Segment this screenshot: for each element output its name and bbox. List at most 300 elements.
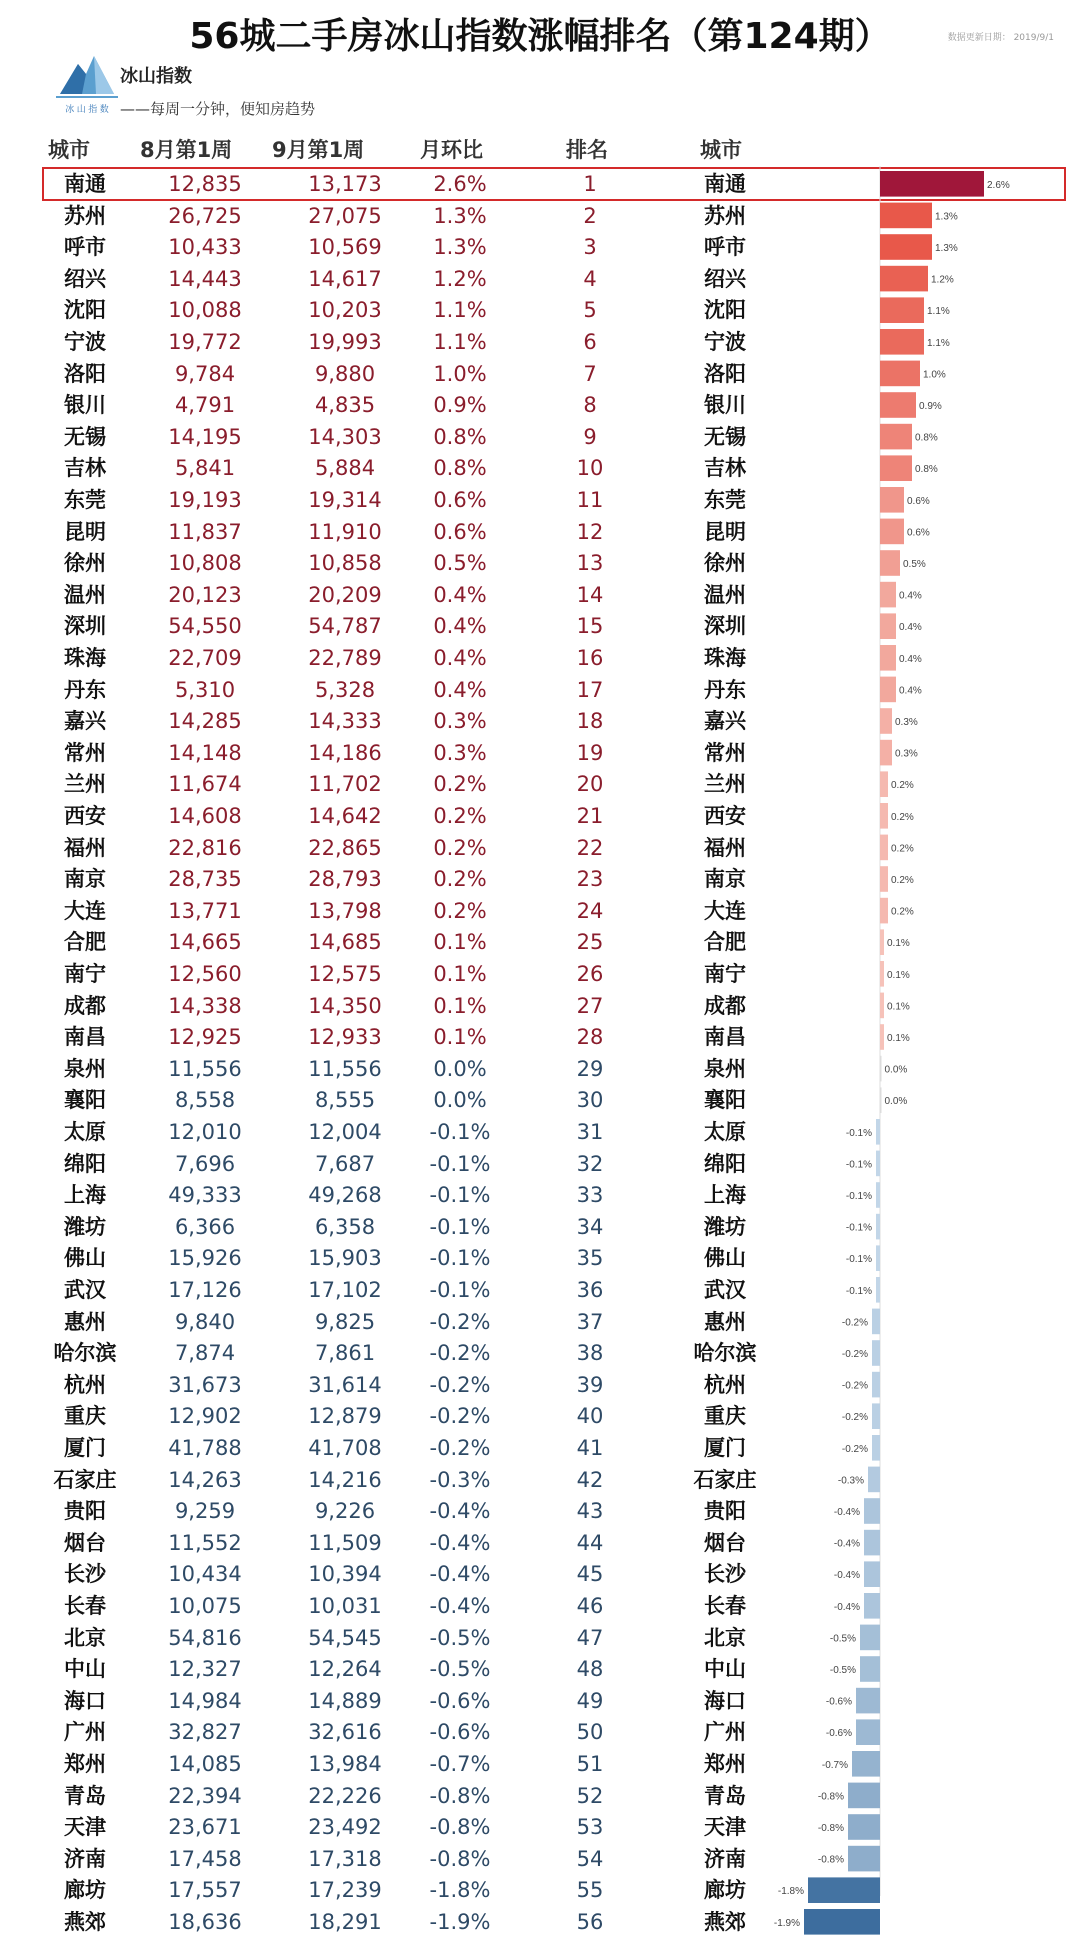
aug-price-cell: 12,327 (168, 1657, 242, 1682)
rank-cell: 14 (576, 582, 604, 607)
bar-哈尔滨 (872, 1340, 880, 1366)
aug-price-cell: 31,673 (168, 1372, 242, 1397)
aug-price-cell: 11,552 (168, 1530, 242, 1555)
city2-cell: 嘉兴 (704, 709, 746, 734)
sep-price-cell: 7,861 (314, 1341, 376, 1366)
city2-cell: 福州 (704, 835, 746, 860)
city-cell: 成都 (64, 993, 106, 1018)
bar-南宁 (880, 961, 884, 987)
city-cell: 苏州 (64, 203, 106, 228)
city-cell: 温州 (64, 582, 106, 607)
bar-label: -0.6% (825, 1696, 852, 1708)
rank-cell: 21 (576, 804, 604, 828)
mom-change-cell: 0.2% (433, 867, 487, 892)
bar-label: -0.8% (817, 1791, 844, 1803)
city2-cell: 石家庄 (693, 1467, 757, 1492)
city-cell: 珠海 (64, 646, 106, 670)
city2-cell: 成都 (704, 993, 746, 1018)
city-cell: 常州 (64, 740, 106, 765)
mom-change-cell: 1.1% (433, 298, 487, 323)
bar-中山 (860, 1656, 880, 1682)
sep-price-cell: 17,102 (308, 1278, 382, 1302)
aug-price-cell: 14,195 (168, 424, 242, 449)
bar-广州 (856, 1719, 880, 1745)
aug-price-cell: 10,433 (168, 235, 242, 260)
sep-price-cell: 23,492 (308, 1815, 382, 1840)
sep-price-cell: 14,617 (308, 266, 382, 291)
rank-cell: 43 (576, 1499, 604, 1524)
aug-price-cell: 12,925 (168, 1025, 242, 1050)
bar-宁波 (880, 329, 924, 355)
rank-cell: 13 (576, 551, 604, 576)
city2-cell: 大连 (704, 898, 746, 923)
aug-price-cell: 17,458 (168, 1846, 242, 1871)
bar-佛山 (876, 1245, 880, 1271)
sep-price-cell: 9,880 (314, 361, 376, 386)
mom-change-cell: 0.2% (433, 772, 487, 797)
aug-price-cell: 4,791 (174, 393, 236, 418)
bar-label: -0.6% (825, 1728, 852, 1740)
sep-price-cell: 20,209 (308, 582, 382, 607)
rank-cell: 52 (576, 1783, 604, 1808)
city-cell: 无锡 (64, 424, 106, 449)
bar-泉州 (880, 1056, 882, 1082)
bar-label: 1.3% (935, 243, 958, 254)
city2-cell: 惠州 (704, 1309, 746, 1334)
city-cell: 福州 (64, 835, 106, 860)
city2-cell: 长沙 (704, 1562, 746, 1587)
city-cell: 西安 (64, 804, 106, 828)
aug-price-cell: 22,816 (168, 835, 242, 860)
bar-成都 (880, 993, 884, 1019)
rank-cell: 39 (576, 1372, 604, 1397)
aug-price-cell: 14,984 (168, 1688, 242, 1713)
mom-change-cell: -0.1% (429, 1214, 491, 1239)
mom-change-cell: -0.1% (429, 1183, 491, 1208)
city-cell: 北京 (64, 1625, 106, 1650)
mom-change-cell: 0.8% (433, 456, 487, 481)
bar-厦门 (872, 1435, 880, 1461)
table-row (0, 1906, 1080, 1937)
mom-change-cell: 0.6% (433, 519, 487, 544)
bar-label: 0.2% (891, 843, 914, 855)
city-cell: 杭州 (64, 1372, 106, 1397)
bar-label: 0.0% (884, 1064, 908, 1076)
mom-change-cell: -0.5% (429, 1657, 491, 1682)
city2-cell: 青岛 (704, 1783, 746, 1808)
bar-福州 (880, 835, 888, 861)
header-city2: 城市 (700, 138, 742, 162)
bar-重庆 (872, 1403, 880, 1429)
bar-惠州 (872, 1309, 880, 1335)
sep-price-cell: 14,350 (308, 993, 382, 1018)
rank-cell: 31 (576, 1120, 604, 1144)
bar-label: 0.6% (907, 495, 930, 507)
rank-cell: 38 (576, 1341, 604, 1366)
mom-change-cell: -0.8% (429, 1783, 491, 1808)
bar-label: 0.4% (899, 653, 922, 665)
bar-label: 0.2% (891, 906, 914, 918)
rank-cell: 35 (576, 1246, 604, 1271)
aug-price-cell: 5,841 (174, 456, 236, 481)
bar-燕郊 (804, 1909, 880, 1935)
rank-cell: 2 (583, 203, 597, 228)
sep-price-cell: 27,075 (308, 203, 382, 228)
city2-cell: 燕郊 (704, 1910, 746, 1934)
bar-label: 0.2% (891, 875, 914, 886)
city-cell: 绍兴 (64, 266, 106, 291)
bar-深圳 (880, 613, 896, 639)
rank-cell: 50 (576, 1720, 604, 1745)
bar-昆明 (880, 519, 904, 545)
city-cell: 烟台 (64, 1530, 106, 1555)
mom-change-cell: 0.2% (433, 898, 487, 923)
city-cell: 广州 (64, 1720, 106, 1745)
city-cell: 重庆 (64, 1404, 106, 1429)
city2-cell: 哈尔滨 (693, 1341, 757, 1366)
mom-change-cell: -0.2% (429, 1436, 491, 1460)
rank-cell: 6 (583, 330, 597, 354)
bar-label: 1.1% (927, 306, 950, 318)
mom-change-cell: 0.5% (433, 551, 487, 576)
bar-兰州 (880, 771, 888, 797)
city-cell: 中山 (64, 1657, 106, 1682)
bar-label: 1.1% (927, 337, 950, 349)
city2-cell: 呼市 (704, 235, 746, 260)
bar-石家庄 (868, 1467, 880, 1493)
sep-price-cell: 12,879 (308, 1404, 382, 1429)
rank-cell: 44 (576, 1530, 604, 1555)
city2-cell: 广州 (704, 1720, 746, 1745)
city-cell: 南宁 (64, 962, 106, 986)
city2-cell: 无锡 (704, 424, 746, 449)
rank-cell: 5 (583, 298, 597, 323)
sep-price-cell: 11,556 (308, 1056, 382, 1081)
aug-price-cell: 10,808 (168, 551, 242, 576)
sep-price-cell: 14,186 (308, 740, 382, 765)
rank-cell: 18 (576, 709, 604, 734)
city-cell: 惠州 (64, 1309, 106, 1334)
city2-cell: 中山 (704, 1657, 746, 1682)
aug-price-cell: 17,557 (168, 1878, 242, 1903)
city-cell: 大连 (64, 898, 106, 923)
city-cell: 嘉兴 (64, 709, 106, 734)
aug-price-cell: 14,263 (168, 1467, 242, 1492)
mom-change-cell: 0.2% (433, 804, 487, 828)
bar-label: -0.7% (821, 1759, 848, 1771)
city-cell: 上海 (64, 1183, 106, 1208)
bar-呼市 (880, 234, 932, 260)
aug-price-cell: 14,085 (168, 1752, 242, 1776)
city2-cell: 银川 (704, 393, 746, 418)
city2-cell: 南昌 (704, 1025, 746, 1050)
bar-长沙 (864, 1561, 880, 1587)
bar-label: -0.1% (845, 1285, 872, 1297)
bar-南京 (880, 866, 888, 892)
bar-label: 2.6% (987, 179, 1010, 191)
mom-change-cell: 0.3% (433, 740, 487, 765)
city-cell: 沈阳 (64, 298, 106, 323)
city-cell: 南京 (64, 867, 106, 892)
bar-label: -0.2% (841, 1412, 868, 1424)
sep-price-cell: 12,933 (308, 1025, 382, 1050)
city-cell: 长春 (64, 1594, 106, 1618)
sep-price-cell: 10,858 (308, 551, 382, 576)
mom-change-cell: -0.1% (429, 1151, 491, 1176)
mom-change-cell: 1.1% (433, 330, 487, 354)
aug-price-cell: 10,434 (168, 1562, 242, 1587)
mom-change-cell: 1.0% (433, 361, 487, 386)
city2-cell: 济南 (704, 1846, 746, 1871)
bar-label: 0.4% (899, 685, 922, 697)
rank-cell: 27 (576, 993, 604, 1018)
city2-cell: 厦门 (704, 1436, 746, 1460)
mom-change-cell: 0.0% (433, 1056, 487, 1081)
sep-price-cell: 14,642 (308, 804, 382, 828)
bar-label: -0.1% (845, 1222, 872, 1234)
mom-change-cell: -0.1% (429, 1278, 491, 1302)
sep-price-cell: 5,884 (314, 456, 376, 481)
rank-cell: 16 (576, 646, 604, 670)
header-mom: 月环比 (420, 138, 483, 162)
rank-cell: 32 (576, 1151, 604, 1176)
city-cell: 东莞 (64, 488, 106, 512)
bar-绍兴 (880, 266, 928, 292)
bar-南昌 (880, 1024, 884, 1050)
city2-cell: 襄阳 (704, 1088, 746, 1113)
bar-label: -0.8% (817, 1823, 844, 1834)
city2-cell: 珠海 (704, 646, 746, 670)
city-cell: 石家庄 (53, 1467, 117, 1492)
aug-price-cell: 15,926 (168, 1246, 242, 1271)
city-cell: 徐州 (64, 551, 106, 576)
rank-cell: 54 (576, 1846, 604, 1871)
rank-cell: 11 (576, 488, 604, 512)
aug-price-cell: 19,772 (168, 330, 242, 354)
sep-price-cell: 12,004 (308, 1120, 382, 1144)
city-cell: 南昌 (64, 1025, 106, 1050)
sep-price-cell: 22,789 (308, 646, 382, 670)
city-cell: 洛阳 (64, 361, 106, 386)
rank-cell: 37 (576, 1309, 604, 1334)
city2-cell: 南京 (704, 867, 746, 892)
bar-label: -0.1% (845, 1191, 872, 1202)
city-cell: 泉州 (64, 1056, 106, 1081)
aug-price-cell: 22,394 (168, 1783, 242, 1808)
aug-price-cell: 17,126 (168, 1278, 242, 1302)
rank-cell: 40 (576, 1404, 604, 1429)
city2-cell: 南通 (704, 172, 746, 196)
city2-cell: 宁波 (704, 330, 746, 354)
mom-change-cell: 0.4% (433, 582, 487, 607)
city2-cell: 苏州 (704, 203, 746, 228)
brand-slogan: ——每周一分钟，便知房趋势 (120, 100, 316, 118)
bar-长春 (864, 1593, 880, 1619)
rank-cell: 4 (583, 266, 597, 291)
city-cell: 济南 (64, 1846, 106, 1871)
mom-change-cell: 0.4% (433, 677, 487, 702)
city2-cell: 南宁 (704, 962, 746, 986)
rank-cell: 23 (576, 867, 604, 892)
aug-price-cell: 9,840 (174, 1309, 236, 1334)
mom-change-cell: -0.2% (429, 1309, 491, 1334)
aug-price-cell: 11,556 (168, 1056, 242, 1081)
sep-price-cell: 14,685 (308, 930, 382, 955)
mom-change-cell: 0.4% (433, 614, 487, 639)
mom-change-cell: 0.0% (433, 1088, 487, 1113)
aug-price-cell: 28,735 (168, 867, 242, 892)
sep-price-cell: 22,226 (308, 1783, 382, 1808)
bar-青岛 (848, 1783, 880, 1809)
rank-cell: 17 (576, 677, 604, 702)
bar-label: 0.9% (919, 401, 942, 412)
city2-cell: 徐州 (704, 551, 746, 576)
city2-cell: 重庆 (704, 1404, 746, 1429)
bar-杭州 (872, 1372, 880, 1398)
rank-cell: 53 (576, 1815, 604, 1840)
bar-东莞 (880, 487, 904, 513)
rank-cell: 49 (576, 1688, 604, 1713)
aug-price-cell: 14,443 (168, 266, 242, 291)
city-cell: 襄阳 (64, 1088, 106, 1113)
sep-price-cell: 13,798 (308, 898, 382, 923)
city-cell: 吉林 (64, 456, 106, 481)
aug-price-cell: 19,193 (168, 488, 242, 512)
mom-change-cell: -0.3% (429, 1467, 491, 1492)
city2-cell: 佛山 (704, 1246, 746, 1271)
rank-cell: 20 (576, 772, 604, 797)
bar-label: -0.5% (829, 1665, 856, 1676)
aug-price-cell: 6,366 (174, 1214, 236, 1239)
rank-cell: 22 (576, 835, 604, 860)
rank-cell: 41 (576, 1436, 604, 1460)
bar-北京 (860, 1625, 880, 1651)
city-cell: 燕郊 (64, 1910, 106, 1934)
city2-cell: 烟台 (704, 1530, 746, 1555)
bar-天津 (848, 1814, 880, 1840)
city2-cell: 绵阳 (704, 1151, 746, 1176)
city-cell: 合肥 (64, 930, 106, 955)
bar-label: 0.1% (887, 969, 910, 981)
rank-cell: 55 (576, 1878, 604, 1903)
mom-change-cell: -0.6% (429, 1720, 491, 1745)
aug-price-cell: 7,874 (174, 1341, 236, 1366)
rank-cell: 29 (576, 1056, 604, 1081)
bar-太原 (876, 1119, 880, 1145)
city-cell: 深圳 (64, 614, 106, 639)
rank-cell: 42 (576, 1467, 604, 1492)
aug-price-cell: 5,310 (174, 677, 236, 702)
city-cell: 绵阳 (64, 1151, 106, 1176)
sep-price-cell: 12,575 (308, 962, 382, 986)
bar-温州 (880, 582, 896, 608)
bar-label: 1.0% (923, 369, 946, 381)
rank-cell: 19 (576, 740, 604, 765)
sep-price-cell: 19,993 (308, 330, 382, 354)
city-cell: 宁波 (64, 330, 106, 354)
rank-cell: 1 (583, 172, 597, 196)
city2-cell: 沈阳 (704, 298, 746, 323)
aug-price-cell: 12,010 (168, 1120, 242, 1144)
city-cell: 潍坊 (64, 1214, 106, 1239)
rank-cell: 28 (576, 1025, 604, 1050)
sep-price-cell: 14,333 (308, 709, 382, 734)
bar-苏州 (880, 203, 932, 229)
bar-济南 (848, 1846, 880, 1872)
aug-price-cell: 32,827 (168, 1720, 242, 1745)
bar-label: -0.4% (833, 1538, 860, 1550)
sep-price-cell: 10,203 (308, 298, 382, 323)
bar-label: -0.5% (829, 1633, 856, 1645)
bar-嘉兴 (880, 708, 892, 734)
bar-label: -0.2% (841, 1349, 868, 1360)
aug-price-cell: 10,088 (168, 298, 242, 323)
mom-change-cell: -0.2% (429, 1404, 491, 1429)
aug-price-cell: 13,771 (168, 898, 242, 923)
aug-price-cell: 23,671 (168, 1815, 242, 1840)
mom-change-cell: 0.1% (433, 962, 487, 986)
bar-合肥 (880, 929, 884, 955)
bar-label: 0.8% (915, 464, 938, 476)
city2-cell: 泉州 (704, 1056, 746, 1081)
rank-cell: 30 (576, 1088, 604, 1113)
sep-price-cell: 14,303 (308, 424, 382, 449)
city2-cell: 天津 (704, 1815, 746, 1840)
bar-label: -1.8% (777, 1886, 804, 1898)
mom-change-cell: 0.1% (433, 930, 487, 955)
city2-cell: 太原 (704, 1120, 746, 1144)
bar-label: 0.2% (891, 780, 914, 792)
mom-change-cell: -0.8% (429, 1846, 491, 1871)
sep-price-cell: 12,264 (308, 1657, 382, 1682)
aug-price-cell: 20,123 (168, 582, 242, 607)
city2-cell: 常州 (704, 740, 746, 765)
city2-cell: 郑州 (704, 1752, 746, 1776)
bar-label: 0.3% (895, 717, 918, 728)
sep-price-cell: 54,787 (308, 614, 382, 639)
city2-cell: 绍兴 (704, 266, 746, 291)
sep-price-cell: 22,865 (308, 835, 382, 860)
city2-cell: 上海 (704, 1183, 746, 1208)
rank-cell: 34 (576, 1214, 604, 1239)
mom-change-cell: 0.1% (433, 993, 487, 1018)
rank-cell: 33 (576, 1183, 604, 1208)
sep-price-cell: 18,291 (308, 1910, 382, 1934)
bar-label: 0.5% (903, 559, 926, 570)
rank-cell: 45 (576, 1562, 604, 1587)
aug-price-cell: 14,665 (168, 930, 242, 955)
sep-price-cell: 14,889 (308, 1688, 382, 1713)
sep-price-cell: 6,358 (314, 1214, 376, 1239)
aug-price-cell: 8,558 (174, 1088, 236, 1113)
bar-label: 1.3% (935, 211, 958, 223)
bar-label: 0.3% (895, 748, 918, 760)
bar-label: -0.8% (817, 1854, 844, 1866)
sep-price-cell: 28,793 (308, 867, 382, 892)
aug-price-cell: 41,788 (168, 1436, 242, 1460)
bar-label: 0.8% (915, 432, 938, 444)
sep-price-cell: 19,314 (308, 488, 382, 512)
rank-cell: 12 (576, 519, 604, 544)
aug-price-cell: 26,725 (168, 203, 242, 228)
city2-cell: 合肥 (704, 930, 746, 955)
aug-price-cell: 54,550 (168, 614, 242, 639)
sep-price-cell: 9,226 (314, 1499, 376, 1524)
rank-cell: 15 (576, 614, 604, 639)
city-cell: 厦门 (64, 1436, 106, 1460)
bar-label: -0.4% (833, 1601, 860, 1613)
sep-price-cell: 10,031 (308, 1594, 382, 1618)
